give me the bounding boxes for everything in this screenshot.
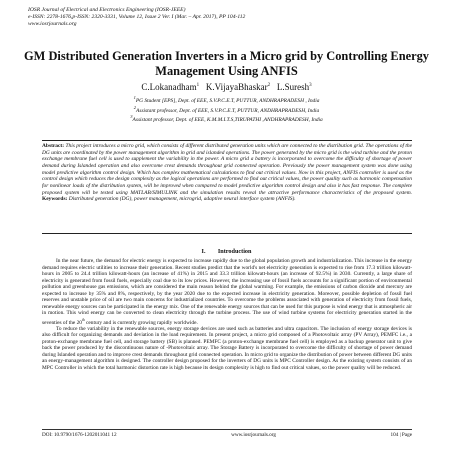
keywords-text: Distributed generation (DG), power management, microgrid, adaptive neural interface system (ANFIS).	[68, 196, 296, 203]
abstract-label: Abstract:	[42, 143, 65, 149]
footer-page-number: 104 | Page	[390, 432, 412, 438]
author-sup: 2	[267, 83, 271, 88]
author-name: L.Suresh	[276, 82, 310, 92]
abstract-top-rule	[42, 140, 412, 141]
affiliation-text: Assistant professor, Dept. of EEE, K.M.M.I.T.S,TIRUPATHI ,ANDHRAPRADESH, India	[132, 117, 323, 124]
page-footer	[42, 432, 412, 438]
author-name: C.Lokanadham	[141, 82, 197, 92]
journal-name: IOSR Journal of Electrical and Electronics Engineering (IOSR-JEEE)	[28, 7, 186, 13]
affiliation-text: PG Student [EPS], Dept. of EEE, S.V.P.C.E.T, PUTTUR, ANDHRAPRADESH , India	[135, 97, 320, 104]
paragraph-tail: century and is currently growing rapidly worldwide.	[84, 319, 198, 326]
body-paragraph	[42, 326, 412, 372]
paragraph-text: To reduce the variability in the renewable sources, energy storage devices are used such as batteries and ultra capacitors. The inclusion of energy storage devices is also difficult for organizing demands and deviation in the load requirement. In present project, a micro grid composed of a Photovoltaic array (PV Array), PEMFC i.e., a proton-exchange membrane fuel cell, and storage battery (SB) is planned. PEMFC (a proton-exchange membrane fuel cell) is employed as a backup generator unit to give back the power produced by the discontinuous nature of -Photovoltaic array. The Storage Battery is incorporated to overcome the difficulty of shortage of power demand during Islanded operation and to improve crest demands throughout grid connected operation. In micro grid to organize the distribution of power between different DG units an energy-management algorithm is designed. The controller design proposed for the inverters of DG units is MPC Controller design. As the existing system consists of an MPC Controller in which the total harmonic distortion rate is high because its design complexity is high to find out critical values, so the power quality will be reduced.	[42, 325, 412, 371]
footer-website[interactable]: www.iosrjournals.org	[231, 432, 276, 438]
keywords-label: Keywords:	[42, 196, 68, 203]
affiliation-text: Assistant professor, Dept. of EEE, S.V.P.C.E.T, PUTTUR, ANDHRAPRADESH, India	[136, 107, 320, 114]
paper-title: GM Distributed Generation Inverters in a Micro grid by Controlling Energy Management Using ANFIS	[24, 49, 429, 78]
affiliation-line	[20, 105, 433, 115]
body-paragraph	[42, 258, 412, 326]
section-number: I.	[201, 248, 206, 255]
author-sup: 3	[309, 83, 312, 88]
footer-doi[interactable]: DOI: 10.9790/1676-1202011041 12	[42, 432, 117, 438]
abstract-block	[42, 143, 412, 203]
affil-sup: 1	[133, 95, 136, 100]
abstract-text: This project introduces a micro grid, which consists of different distributed generation units which are connected to the distribution grid. The operations of the DG units are coordinated by the power management algorithm in grid and islanded operations. The power generated by the micro grid is the wind turbine and the proton exchange membrane fuel cell is used to supplement the variability in the power. A micro grid a battery is incorporated to overcome the difficulty of shortage of power demand during Islanded operation and also overcome crest demands throughout grid connected operation. Previously the power management system was done using model predictive algorithm control design. Which has complex mathematical calculations to find out critical values. Now in this project, ANFIS controller is used as the control design which reduces the design complexity as the logical operations are performed to find out critical values, the power quality such as harmonic compensation for nonlinear loads of the distribution system, will be improved when compared to model predictive algorithm control design and also it has fast response. The complete proposed system will be tested using MATLAB/SIMULINK and the simulation results reveal the attractive performance characteristics of the proposed system.	[42, 143, 413, 196]
ordinal-sup: th	[81, 317, 85, 322]
section-heading	[20, 248, 433, 255]
section-body	[42, 258, 412, 371]
affiliations	[20, 95, 433, 124]
paragraph-text: In the near future, the demand for electric energy is expected to increase rapidly due to the global population growth and industrialization. This increase in the energy demand requires electric utilities to increase their generation. Recent studies predict that the world's net electricity generation is expected to rise from 17.3 trillion kilowatt-hours in 2005 to 24.4 trillion kilowatt-hours (an increase of 41%) in 2015 and 33.3 trillion kilowatt-hours (an increase of 92.5%) in 2030. Currently, a large share of electricity is generated from fossil fuels, especially coal due to its low prices. However, the increasing use of fossil fuels accounts for a significant portion of environmental pollution and greenhouse gas emissions, which are considered the main reason behind the global warming. For example, the emissions of carbon dioxide and mercury are expected to increase by 35% and 8%, respectively, by the year 2020 due to the expected increase in electricity generation. Moreover, possible depletion of fossil fuel reserves and unstable price of oil are two main concerns for industrialized countries. To overcome the problems associated with generation of electricity from fossil fuels, renewable energy sources can be participated in the energy mix. One of the renewable energy sources that can be used for this purpose is wind energy that is atmospheric air in motion. This wind energy can be converted to clean electricity through the turbine process. The use of wind turbine systems for electricity generation started in the seventies of the 20	[42, 258, 412, 326]
author-sup: 1	[196, 83, 200, 88]
journal-website[interactable]: www.iosrjournals.org	[28, 20, 77, 27]
affil-sup: 3	[130, 114, 133, 120]
footer-rule	[42, 429, 412, 430]
affil-sup: 2	[133, 104, 137, 110]
author-name: K.VijayaBhaskar	[205, 82, 268, 92]
journal-header	[28, 7, 428, 27]
abstract-bottom-rule	[42, 233, 412, 234]
section-title: Introduction	[217, 248, 252, 255]
journal-issn: e-ISSN: 2278-1676,p-ISSN: 2320-3331, Volume 12, Issue 2 Ver. I (Mar. – Apr. 2017), PP 104-112	[28, 13, 246, 20]
affiliation-line	[20, 114, 433, 124]
affiliation-line	[20, 95, 433, 105]
author-line	[20, 81, 433, 92]
